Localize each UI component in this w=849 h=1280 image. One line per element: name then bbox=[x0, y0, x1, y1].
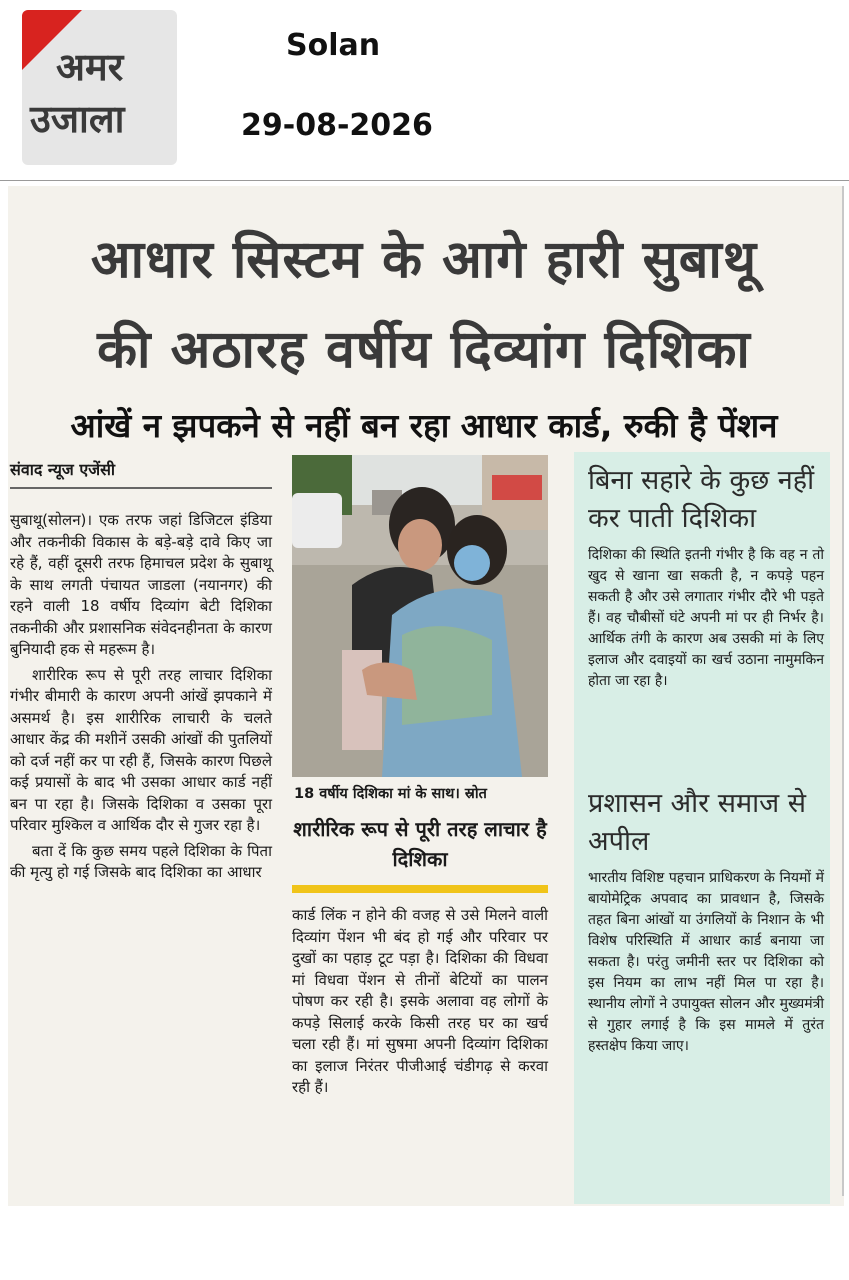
news-photo bbox=[292, 455, 548, 777]
sidebar-text-1: दिशिका की स्थिति इतनी गंभीर है कि वह न तो खुद से खाना खा सकती है, न कपड़े पहन सकती है और उसे लगातार गंभीर दौरे भी पड़ते हैं। वह चौबीसों घंटे अपनी मां पर ही निर्भर है। आर्थिक तंगी के कारण अब उसकी मां के लिए इलाज और दवाइयों का खर्च उठाना नामुमकिन होता जा रहा है। bbox=[588, 547, 824, 689]
headline-line2: की अठारह वर्षीय दिव्यांग दिशिका bbox=[97, 320, 751, 380]
edition-city: Solan bbox=[286, 28, 381, 63]
byline-divider bbox=[10, 487, 272, 489]
photo-mother-daughter bbox=[292, 455, 548, 777]
article-paragraph: सुबाथू(सोलन)। एक तरफ जहां डिजिटल इंडिया और तकनीकी विकास के बड़े-बड़े दावे किए जा रहे हैं, वहीं दूसरी तरफ हिमाचल प्रदेश के सुबाथू के साथ लगती पंचायत जाडला (नयानगर) की रहने वाली 18 वर्षीय दिव्यांग बेटी दिशिका तकनीकी और प्रशासनिक संवेदनहीनता के कारण बुनियादी हक से महरूम है। bbox=[10, 511, 272, 658]
header-divider bbox=[0, 180, 849, 181]
photo-caption: 18 वर्षीय दिशिका मां के साथ। स्रोत bbox=[294, 786, 487, 802]
sidebar-heading-1: बिना सहारे के कुछ नहीं कर पाती दिशिका bbox=[588, 465, 815, 534]
clipping-edge bbox=[842, 186, 844, 1196]
logo-text-line1: अमर bbox=[56, 45, 124, 89]
subheadline: आंखें न झपकने से नहीं बन रहा आधार कार्ड, रुकी है पेंशन bbox=[70, 406, 778, 445]
pull-quote: शारीरिक रूप से पूरी तरह लाचार है दिशिका bbox=[293, 817, 547, 871]
article-column-2 bbox=[292, 905, 548, 1103]
logo-text-line2: उजाला bbox=[30, 97, 125, 141]
article-column-1 bbox=[10, 510, 272, 888]
byline: संवाद न्यूज एजेंसी bbox=[10, 460, 116, 479]
article-paragraph: कार्ड लिंक न होने की वजह से उसे मिलने वाली दिव्यांग पेंशन भी बंद हो गई और परिवार पर दुखों का पहाड़ टूट पड़ा है। दिशिका की विधवा मां विधवा पेंशन से तीनों बेटियों का पालन पोषण कर रही है। इसके अलावा वह लोगों के कपड़े सिलाई करके किसी तरह घर का खर्च चला रही हैं। मां सुषमा अपनी दिव्यांग दिशिका का इलाज निरंतर पीजीआई चंडीगढ़ से करवा रही हैं। bbox=[292, 906, 548, 1096]
headline-line1: आधार सिस्टम के आगे हारी सुबाथू bbox=[90, 230, 758, 290]
pull-quote-underline bbox=[292, 885, 548, 893]
sidebar-text-2: भारतीय विशिष्ट पहचान प्राधिकरण के नियमों में बायोमेट्रिक अपवाद का प्रावधान है, जिसके तहत बिना आंखों या उंगलियों के निशान के भी विशेष परिस्थिति में आधार कार्ड बनाया जा सकता है। परंतु जमीनी स्तर पर दिशिका को इस नियम का लाभ नहीं मिल पा रहा है। स्थानीय लोगों ने उपायुक्त सोलन और मुख्यमंत्री से गुहार लगाई है कि इस मामले में तुरंत हस्तक्षेप किया जाए। bbox=[588, 870, 824, 1054]
edition-date: 29-08-2026 bbox=[241, 108, 433, 143]
amar-ujala-logo bbox=[22, 10, 177, 165]
article-paragraph: बता दें कि कुछ समय पहले दिशिका के पिता की मृत्यु हो गई जिसके बाद दिशिका का आधार bbox=[10, 841, 272, 881]
sidebar-heading-2: प्रशासन और समाज से अपील bbox=[588, 788, 807, 857]
article-paragraph: शारीरिक रूप से पूरी तरह लाचार दिशिका गंभीर बीमारी के कारण अपनी आंखें झपकाने में असमर्थ है। इस शारीरिक लाचारी के चलते आधार केंद्र की मशीनें उसकी आंखों की पुतलियों को दर्ज नहीं कर पा रही हैं, जिसके कारण पिछले कई प्रयासों के बाद भी उसका आधार कार्ड नहीं बन पा रहा है। जिसके दिशिका व उसका पूरा परिवार मुश्किल व आर्थिक दौर से गुजर रहा है। bbox=[10, 665, 272, 834]
